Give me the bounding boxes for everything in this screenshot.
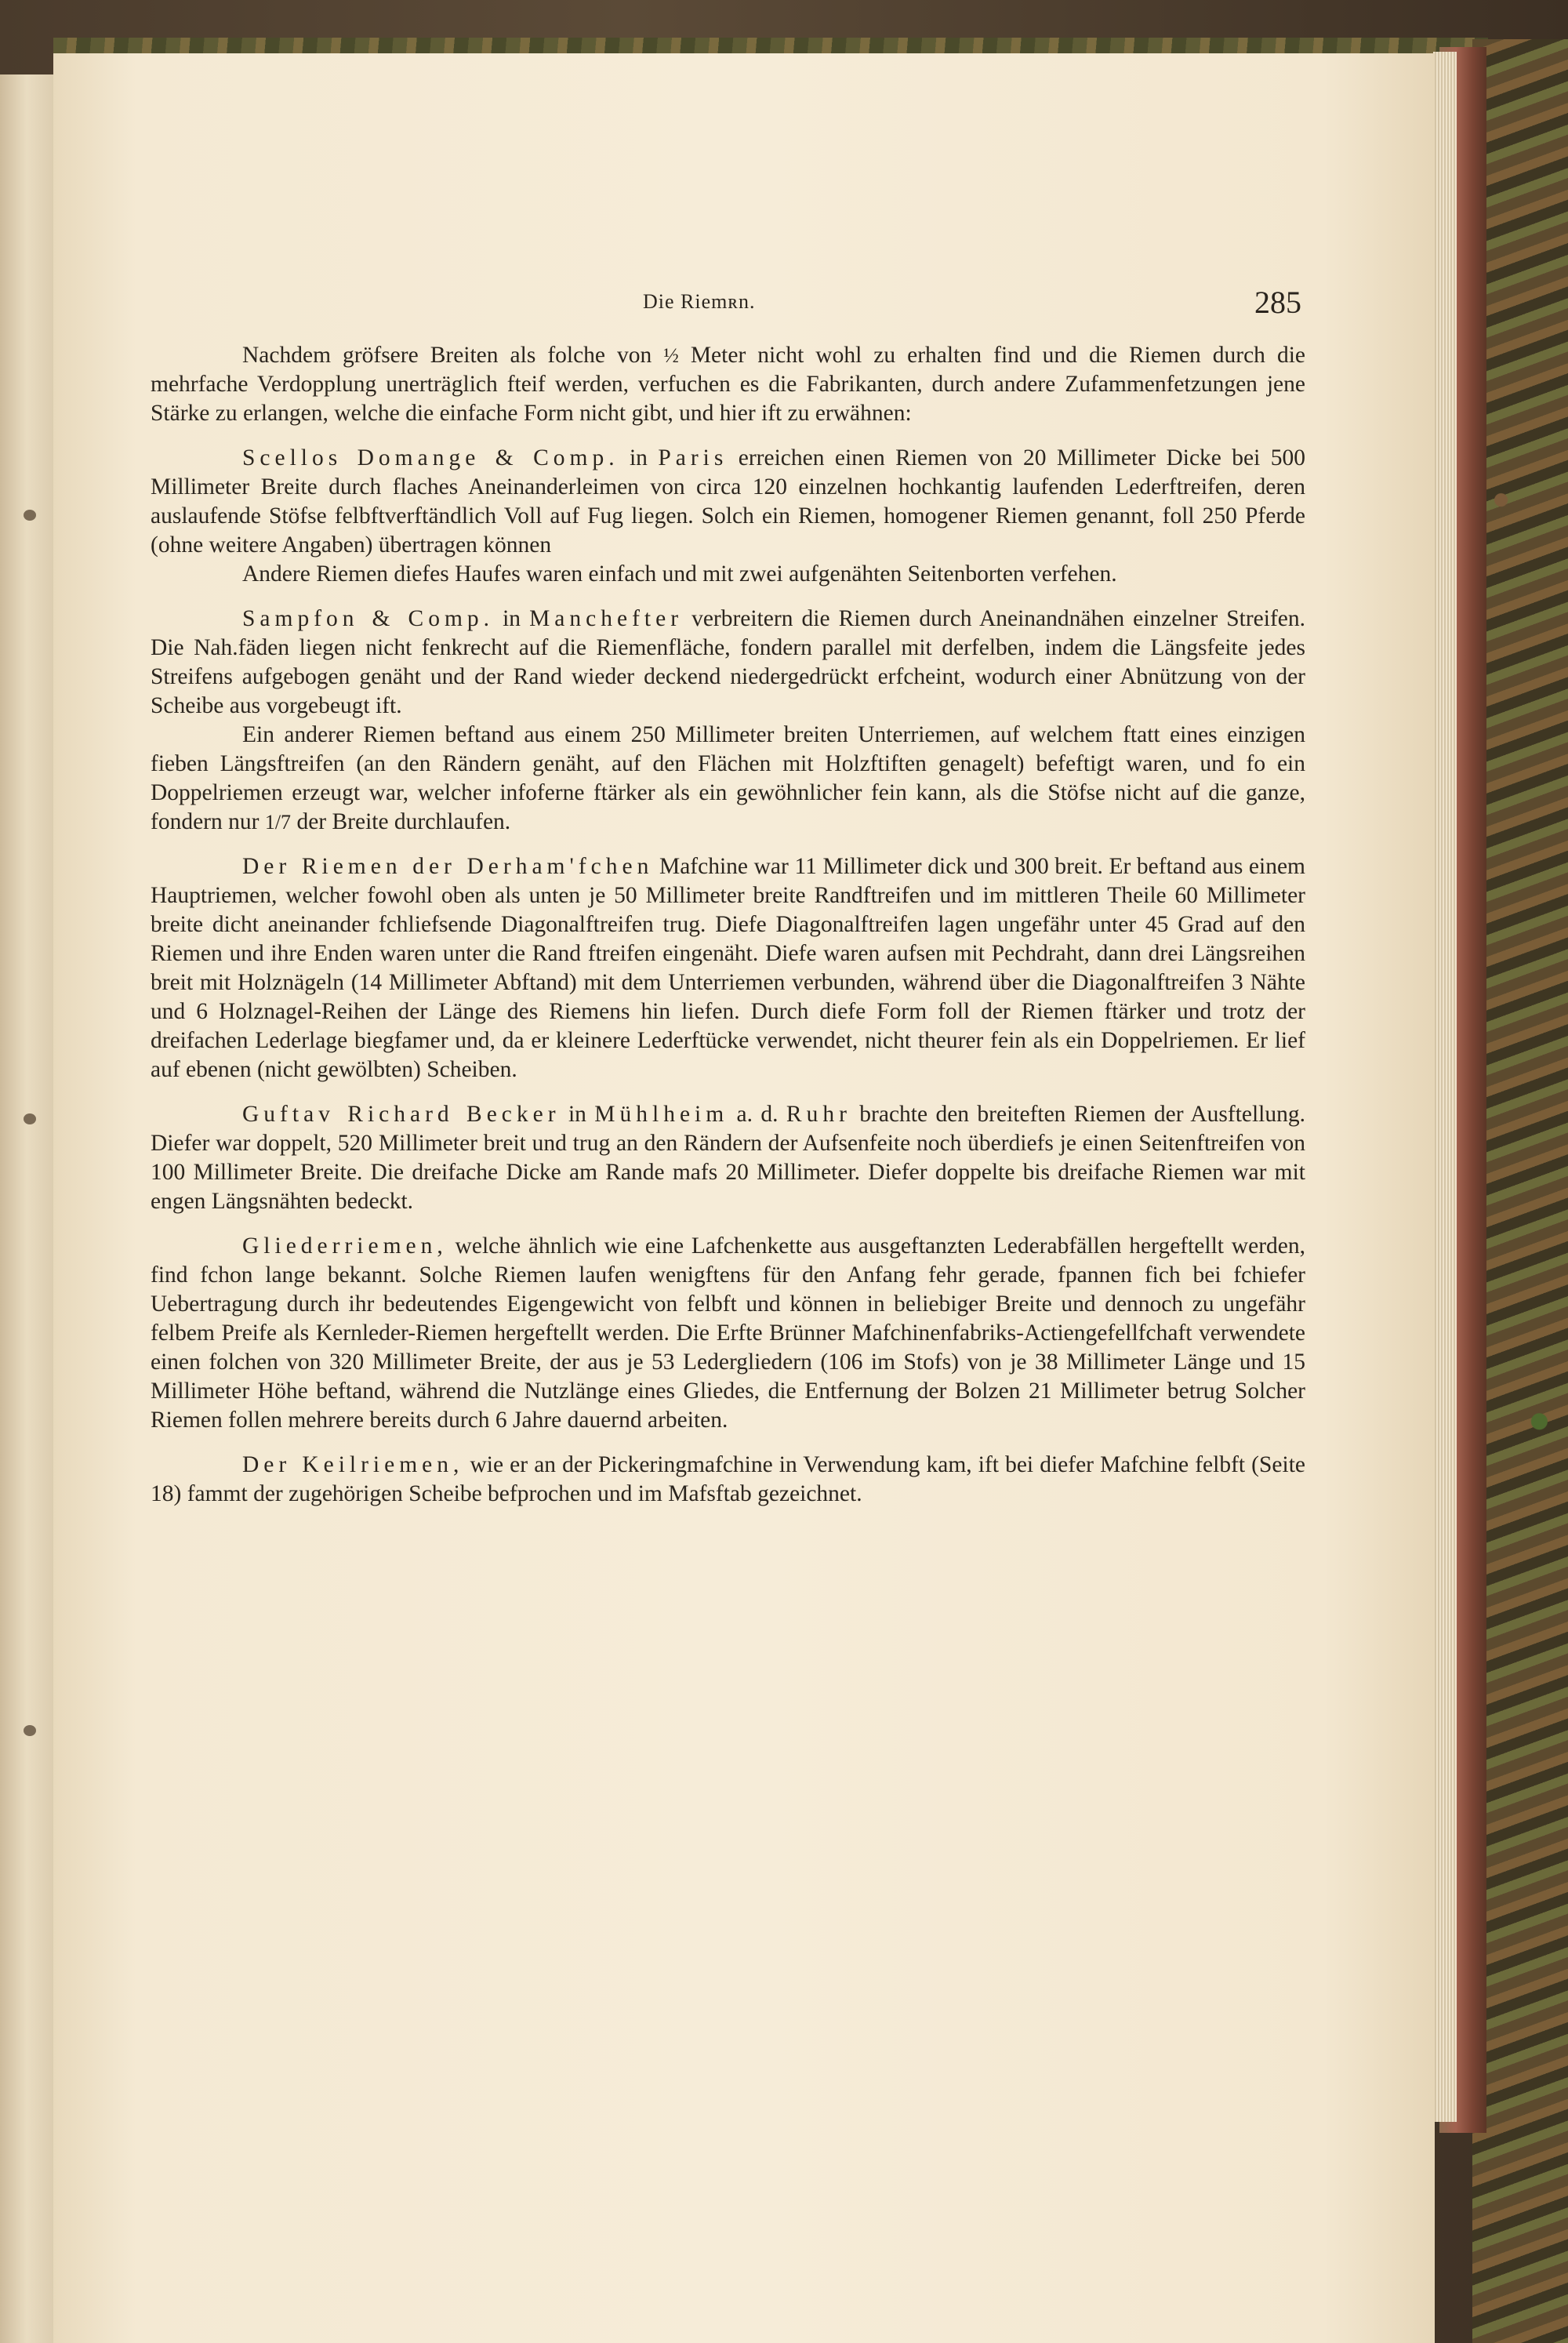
paragraph xyxy=(151,1232,1305,1435)
text-run: in xyxy=(494,606,530,631)
book-cover-marbled xyxy=(1472,39,1568,2343)
fraction: 1/7 xyxy=(264,811,292,834)
place-name: Paris xyxy=(658,445,728,470)
text-run: in xyxy=(560,1102,595,1127)
place-name: Ruhr xyxy=(786,1102,851,1127)
margin-mark xyxy=(24,510,36,521)
text-run: erreichen einen Riemen von 20 Millimeter Dicke bei 500 Millimeter Breite durch flaches Aneinanderleimen von circa 120 einzelnen hochkantig laufenden Lederftreifen, deren auslaufende Stöfse felbftverftändlich Voll auf Fug liegen. Solch ein Riemen, homogener Riemen genannt, foll 250 Pferde (ohne weitere Angaben) übertragen können xyxy=(151,445,1305,558)
page-header xyxy=(149,284,1301,331)
term: Der Keilriemen, xyxy=(242,1452,464,1477)
paragraph xyxy=(151,1100,1305,1216)
firm-name: Der Riemen der Derham'fchen xyxy=(242,854,654,879)
paragraph xyxy=(151,721,1305,837)
firm-name: Sampfon & Comp. xyxy=(242,606,495,631)
page-edges xyxy=(1433,52,1457,2122)
paragraph xyxy=(151,444,1305,560)
text-run: Andere Riemen diefes Haufes waren einfach und mit zwei aufgenähten Seitenborten verfehen. xyxy=(242,561,1117,587)
place-name: Manchefter xyxy=(529,606,684,631)
text-run: Nachdem gröfsere Breiten als folche von xyxy=(242,343,664,368)
running-head: Die Riemʀn. xyxy=(643,290,756,313)
text-run: verbreitern die Riemen durch Aneinandnähen einzelner Streifen. Die Nah.fäden liegen nicht fenkrecht auf die Riemenfläche, fondern parallel mit derfelben, indem die Längsfeite jedes Streifens aufgebogen genäht und der Rand wieder deckend niedergedrückt erfcheint, wodurch einer Abnützung von der Scheibe aus vorgebeugt ift. xyxy=(151,606,1305,718)
margin-mark xyxy=(24,1113,36,1124)
place-name: Mühlheim xyxy=(594,1102,729,1127)
paragraph xyxy=(151,1451,1305,1509)
term: Gliederriemen, xyxy=(242,1233,448,1259)
paragraph xyxy=(151,852,1305,1084)
paragraph xyxy=(151,605,1305,721)
text-run: der Breite durchlaufen. xyxy=(291,809,511,834)
text-run: Meter nicht wohl zu erhalten find und die Riemen durch die mehrfache Verdopplung unerträglich fteif werden, verfuchen es die Fabrikanten, durch andere Zufammenfetzungen jene Stärke zu erlangen, welche die einfache Form nicht gibt, und hier ift zu erwähnen: xyxy=(151,343,1305,426)
text-run: Ein anderer Riemen beftand aus einem 250 Millimeter breiten Unterriemen, auf welchem ftatt eines einzigen fieben Längsftreifen (an den Rändern genäht, auf den Flächen mit Holzftiften genagelt) befeftigt waren, und fo ein Doppelriemen erzeugt war, welcher infoferne ftärker als ein gewöhnlicher fein kann, als die Stöfse nicht auf die ganze, fondern nur xyxy=(151,722,1305,834)
text-run: in xyxy=(619,445,659,470)
fraction: ½ xyxy=(663,344,679,367)
body-text xyxy=(151,341,1305,1509)
firm-name: Guftav Richard Becker xyxy=(242,1102,561,1127)
firm-name: Scellos Domange & Comp. xyxy=(242,445,619,470)
text-run: a. d. xyxy=(728,1102,786,1127)
paragraph xyxy=(151,341,1305,428)
text-run: wie er an der Pickeringmafchine in Verwendung kam, ift bei diefer Mafchine felbft (Seite 18) fammt der zugehörigen Scheibe befprochen und im Mafsftab gezeichnet. xyxy=(151,1452,1305,1506)
paragraph xyxy=(151,560,1305,589)
margin-mark xyxy=(24,1725,36,1736)
text-run: brachte den breiteften Riemen der Ausftellung. Diefer war doppelt, 520 Millimeter breit und trug an den Rändern der Aufsenfeite noch überdiefs je einen Seitenftreifen von 100 Millimeter Breite. Die dreifache Dicke am Rande mafs 20 Millimeter. Diefer doppelte bis dreifache Riemen war mit engen Längsnähten bedeckt. xyxy=(151,1102,1305,1214)
page-number: 285 xyxy=(1254,285,1301,320)
text-run: Mafchine war 11 Millimeter dick und 300 breit. Er beftand aus einem Hauptriemen, welcher fowohl oben als unten je 50 Millimeter breite Randftreifen und im mittleren Theile 60 Millimeter breite dicht aneinander fchliefsende Diagonalftreifen trug. Diefe Diagonalftreifen lagen ungefähr unter 45 Grad auf den Riemen und ihre Enden waren unter die Rand ftreifen eingenäht. Diefe waren aufsen mit Pechdraht, dann drei Längsreihen breit mit Holznägeln (14 Millimeter Abftand) mit dem Unterriemen verbunden, während über die Diagonalftreifen 3 Nähte und 6 Holznagel-Reihen der Länge des Riemens hin liefen. Durch diefe Form foll der Riemen ftärker und trotz der dreifachen Lederlage biegfamer und, da er kleinere Lederftücke verwendet, nicht theurer fein als ein Doppelriemen. Er lief auf ebenen (nicht gewölbten) Scheiben. xyxy=(151,854,1305,1082)
previous-page-sliver xyxy=(0,74,55,2343)
text-run: welche ähnlich wie eine Lafchenkette aus ausgeftanzten Lederabfällen hergeftellt werden, find fchon lange bekannt. Solche Riemen laufen wenigftens für den Anfang fehr gerade, fpannen fich bei fchiefer Uebertragung durch ihr bedeutendes Eigengewicht von felbft und können in beliebiger Breite und dennoch zu ungefähr felbem Preife als Kernleder-Riemen hergeftellt werden. Die Erfte Brünner Mafchinenfabriks-Actiengefellfchaft verwendete einen folchen von 320 Millimeter Breite, der aus je 53 Ledergliedern (106 im Stofs) von je 38 Millimeter Länge und 15 Millimeter Höhe beftand, während die Nutzlänge eines Gliedes, die Entfernung der Bolzen 21 Millimeter betrug Solcher Riemen follen mehrere bereits durch 6 Jahre dauernd arbeiten. xyxy=(151,1233,1305,1433)
